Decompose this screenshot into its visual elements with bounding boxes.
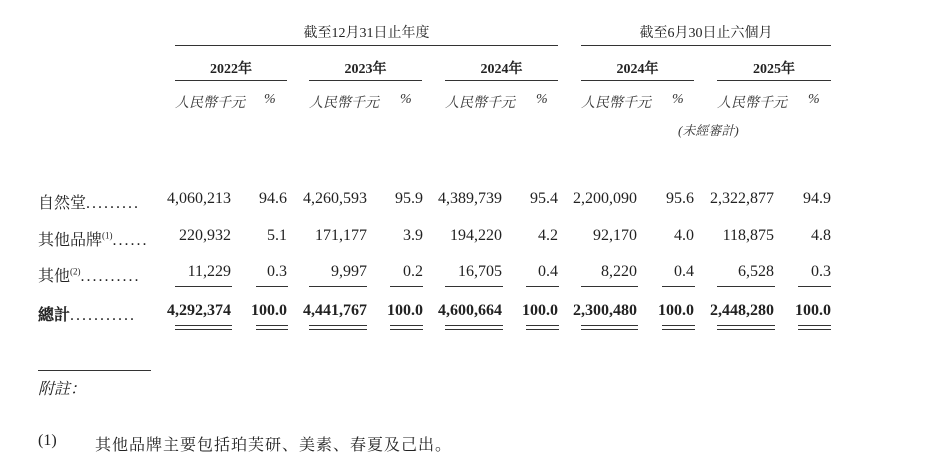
unit-rmb: 人民幣千元	[581, 96, 651, 111]
table-cell: 0.2	[403, 263, 423, 280]
year-2022-header: 2022年	[210, 62, 252, 77]
total-double-rule	[309, 325, 367, 330]
table-cell: 3.9	[403, 227, 423, 244]
table-cell: 95.6	[666, 190, 694, 207]
table-cell: 220,932	[179, 227, 231, 244]
table-cell: 4.8	[811, 227, 831, 244]
total-cell: 100.0	[658, 302, 694, 319]
year-2024-header: 2024年	[480, 62, 523, 77]
subtotal-rule	[390, 286, 423, 287]
table-cell: 5.1	[267, 227, 287, 244]
unit-pct: %	[808, 92, 820, 107]
subtotal-rule	[526, 286, 559, 287]
total-double-rule	[717, 325, 775, 330]
h1-group-rule	[581, 45, 831, 46]
row-label-others: 其他$^{(2)}$..........	[38, 266, 141, 285]
total-double-rule	[581, 325, 638, 330]
fy-group-header: 截至12月31日止年度	[303, 26, 430, 41]
subtotal-rule	[256, 286, 288, 287]
notes-heading: 附註：	[38, 381, 87, 398]
table-cell: 0.3	[811, 263, 831, 280]
subtotal-rule	[309, 286, 367, 287]
unaudited-note: (未經審計)	[678, 123, 739, 138]
table-cell: 16,705	[458, 263, 502, 280]
total-double-rule	[798, 325, 831, 330]
table-cell: 94.9	[803, 190, 831, 207]
h1-group-header: 截至6月30日止六個月	[639, 26, 773, 41]
table-cell: 118,875	[722, 227, 774, 244]
table-cell: 171,177	[315, 227, 367, 244]
unit-rmb: 人民幣千元	[175, 96, 245, 111]
year-rule	[581, 80, 694, 81]
row-label-total: 總計...........	[38, 307, 137, 324]
table-cell: 8,220	[601, 263, 637, 280]
table-cell: 92,170	[593, 227, 637, 244]
table-cell: 9,997	[331, 263, 367, 280]
row-label-chando: 自然堂.........	[38, 195, 141, 212]
total-cell: 100.0	[522, 302, 558, 319]
table-cell: 4,389,739	[438, 190, 502, 207]
table-cell: 4,260,593	[303, 190, 367, 207]
h1-2024-header: 2024年	[616, 62, 659, 77]
unit-rmb: 人民幣千元	[717, 96, 787, 111]
fy-group-rule	[175, 45, 558, 46]
total-double-rule	[526, 325, 559, 330]
subtotal-rule	[717, 286, 775, 287]
total-double-rule	[175, 325, 232, 330]
unit-rmb: 人民幣千元	[445, 96, 515, 111]
unit-pct: %	[536, 92, 548, 107]
footnote-marker: (1)	[38, 432, 57, 449]
table-cell: 4,060,213	[167, 190, 231, 207]
total-double-rule	[256, 325, 288, 330]
table-cell: 11,229	[187, 263, 231, 280]
table-cell: 4.2	[538, 227, 558, 244]
unit-pct: %	[672, 92, 684, 107]
total-cell: 4,441,767	[303, 302, 367, 319]
table-cell: 0.4	[538, 263, 558, 280]
year-rule	[175, 80, 287, 81]
table-cell: 2,200,090	[573, 190, 637, 207]
table-cell: 95.4	[530, 190, 558, 207]
table-cell: 2,322,877	[710, 190, 774, 207]
table-cell: 0.4	[674, 263, 694, 280]
subtotal-rule	[581, 286, 638, 287]
row-label-other-brands: 其他品牌$^{(1)}$......	[38, 230, 149, 249]
table-cell: 94.6	[259, 190, 287, 207]
subtotal-rule	[662, 286, 695, 287]
total-double-rule	[390, 325, 423, 330]
table-cell: 6,528	[738, 263, 774, 280]
total-cell: 4,292,374	[167, 302, 231, 319]
unit-pct: %	[264, 92, 276, 107]
unit-rmb: 人民幣千元	[309, 96, 379, 111]
subtotal-rule	[175, 286, 232, 287]
table-cell: 0.3	[267, 263, 287, 280]
total-cell: 100.0	[387, 302, 423, 319]
total-cell: 100.0	[251, 302, 287, 319]
h1-2025-header: 2025年	[753, 62, 795, 77]
table-cell: 95.9	[395, 190, 423, 207]
total-cell: 2,300,480	[573, 302, 637, 319]
total-double-rule	[662, 325, 695, 330]
year-rule	[309, 80, 422, 81]
total-cell: 4,600,664	[438, 302, 502, 319]
unit-pct: %	[400, 92, 412, 107]
table-cell: 194,220	[450, 227, 502, 244]
subtotal-rule	[445, 286, 503, 287]
footnote-separator	[38, 370, 151, 371]
subtotal-rule	[798, 286, 831, 287]
table-cell: 4.0	[674, 227, 694, 244]
year-rule	[445, 80, 558, 81]
total-cell: 2,448,280	[710, 302, 774, 319]
footnote-text: 其他品牌主要包括珀芙研、美素、春夏及己出。	[95, 437, 453, 454]
total-double-rule	[445, 325, 503, 330]
total-cell: 100.0	[795, 302, 831, 319]
year-2023-header: 2023年	[344, 62, 387, 77]
year-rule	[717, 80, 831, 81]
